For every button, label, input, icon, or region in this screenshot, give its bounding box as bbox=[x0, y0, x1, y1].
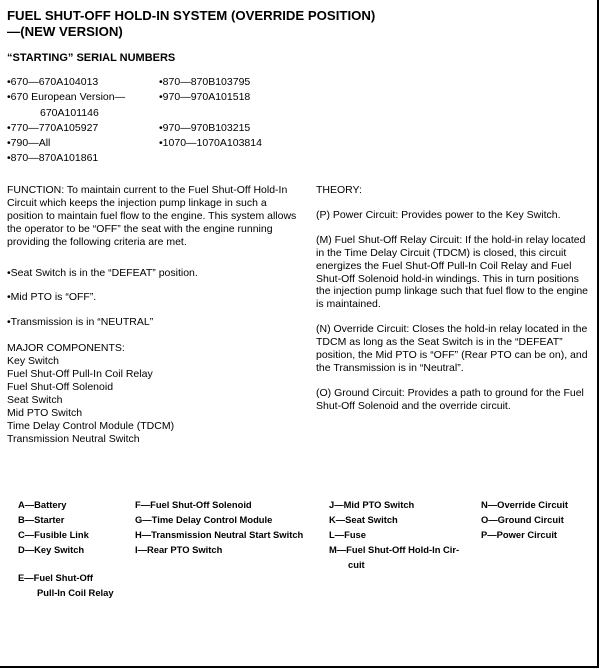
legend-item: M—Fuel Shut-Off Hold-In Cir- bbox=[329, 544, 460, 555]
legend-item: A—Battery bbox=[18, 499, 67, 510]
theory-column bbox=[316, 184, 594, 419]
serial-number-item: •1070—1070A103814 bbox=[159, 137, 262, 150]
serial-numbers-heading: “STARTING” SERIAL NUMBERS bbox=[7, 52, 176, 64]
legend-item: J—Mid PTO Switch bbox=[329, 499, 415, 510]
component-item: Mid PTO Switch bbox=[7, 406, 83, 419]
legend-item: N—Override Circuit bbox=[481, 499, 569, 510]
component-item: Seat Switch bbox=[7, 393, 63, 406]
component-item: Transmission Neutral Switch bbox=[7, 432, 140, 445]
theory-paragraph-relay: (M) Fuel Shut-Off Relay Circuit: If the hold-in relay located in the Time Delay Circuit (TDCM) is closed, this circuit energizes the Fuel Shut-Off Pull-In Coil Relay and Fuel Shut-Off Solenoid hold-in windings. This in turn positions the injection pump linkage such that fuel flow to the engine is maintained. bbox=[316, 233, 589, 311]
serial-number-item: •970—970A101518 bbox=[159, 91, 251, 104]
legend-item: E—Fuel Shut-Off bbox=[18, 572, 93, 583]
legend-item-continued: cuit bbox=[348, 559, 365, 570]
serial-number-item: •970—970B103215 bbox=[159, 121, 251, 134]
function-column bbox=[7, 184, 299, 446]
components-heading: MAJOR COMPONENTS: bbox=[7, 342, 125, 355]
theory-paragraph-override: (N) Override Circuit: Closes the hold-in relay located in the TDCM as long as the Seat Switch is in the “DEFEAT” position, the Mid PTO is “OFF” (Rear PTO can be on), and the Transmission is in “Neutral”. bbox=[316, 323, 588, 374]
title-line-2: —(NEW VERSION) bbox=[7, 23, 123, 39]
title-line-1: FUEL SHUT-OFF HOLD-IN SYSTEM (OVERRIDE POSITION) bbox=[7, 8, 376, 23]
components-list bbox=[7, 355, 299, 445]
legend-item: P—Power Circuit bbox=[481, 529, 558, 540]
legend-item-continued: Pull-In Coil Relay bbox=[37, 587, 114, 598]
component-item: Time Delay Control Module (TDCM) bbox=[7, 419, 175, 432]
component-item: Key Switch bbox=[7, 355, 59, 368]
legend-item: B—Starter bbox=[18, 514, 65, 525]
legend-column-4 bbox=[481, 497, 568, 542]
criteria-item: •Seat Switch is in the “DEFEAT” position. bbox=[7, 266, 198, 279]
serial-number-item: •770—770A105927 bbox=[7, 121, 99, 134]
component-item: Fuel Shut-Off Pull-In Coil Relay bbox=[7, 368, 153, 381]
legend-column-3 bbox=[329, 497, 459, 572]
legend-item: I—Rear PTO Switch bbox=[135, 544, 223, 555]
serial-number-item: •790—All bbox=[7, 137, 51, 150]
component-item: Fuel Shut-Off Solenoid bbox=[7, 380, 114, 393]
legend-item: L—Fuse bbox=[329, 529, 366, 540]
function-text: FUNCTION: To maintain current to the Fuel Shut-Off Hold-In Circuit which keeps the injection pump linkage in such a position to maintain fuel flow to the engine. This system allows the operator to be “OFF” the seat with the engine running providing the following criteria are met. bbox=[7, 184, 297, 248]
legend-column-2 bbox=[135, 497, 303, 557]
theory-paragraph-power: (P) Power Circuit: Provides power to the Key Switch. bbox=[316, 208, 561, 221]
theory-paragraph-ground: (O) Ground Circuit: Provides a path to ground for the Fuel Shut-Off Solenoid and the override circuit. bbox=[316, 386, 584, 412]
serial-number-item-continued: 670A101146 bbox=[40, 106, 99, 119]
serial-numbers-right-column bbox=[159, 75, 262, 151]
legend-item: C—Fusible Link bbox=[18, 529, 89, 540]
theory-heading: THEORY: bbox=[316, 184, 362, 196]
serial-number-item: •670—670A104013 bbox=[7, 76, 99, 88]
serial-number-item: •870—870B103795 bbox=[159, 76, 251, 88]
criteria-item: •Transmission is in “NEUTRAL” bbox=[7, 316, 154, 329]
legend-item: H—Transmission Neutral Start Switch bbox=[135, 529, 304, 540]
serial-number-item: •870—870A101861 bbox=[7, 152, 99, 165]
page-title bbox=[7, 8, 587, 39]
legend-item: K—Seat Switch bbox=[329, 514, 398, 525]
serial-number-spacer bbox=[159, 106, 262, 121]
legend-item: D—Key Switch bbox=[18, 544, 85, 555]
serial-number-item: •670 European Version— bbox=[7, 91, 126, 104]
legend-item: F—Fuel Shut-Off Solenoid bbox=[135, 499, 252, 510]
serial-numbers-left-column bbox=[7, 75, 125, 167]
criteria-item: •Mid PTO is “OFF”. bbox=[7, 291, 97, 304]
legend-column-1 bbox=[18, 497, 114, 600]
legend-item: G—Time Delay Control Module bbox=[135, 514, 273, 525]
legend-item: O—Ground Circuit bbox=[481, 514, 564, 525]
